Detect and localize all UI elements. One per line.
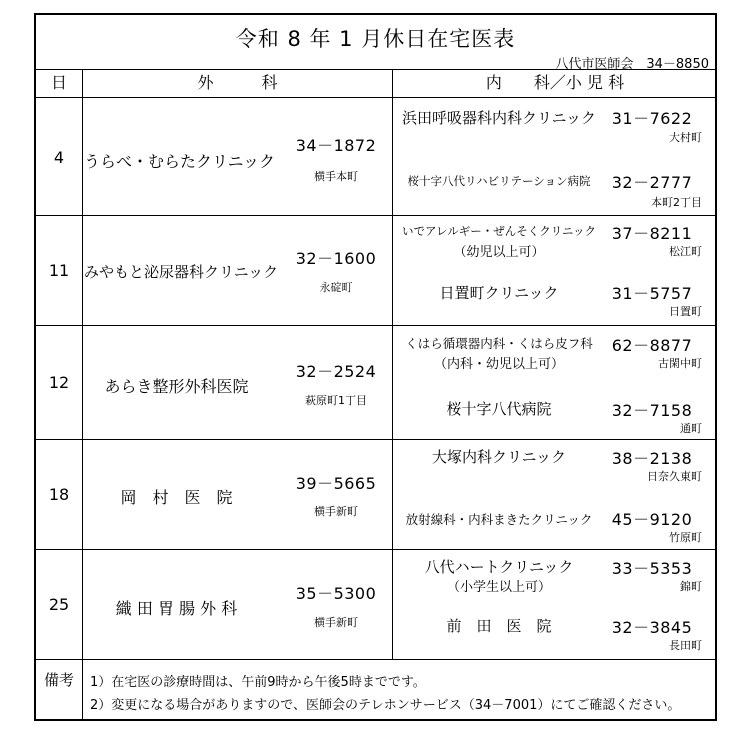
surgery-clinic-phone: 39－5665 — [295, 474, 377, 493]
page-title: 令和 8 年 1 月休日在宅医表 — [235, 27, 516, 51]
internal-clinic-phone: 62－8877 — [611, 336, 693, 355]
divider — [36, 215, 715, 216]
row-day: 12 — [48, 373, 70, 392]
internal-clinic-phone: 45－9120 — [611, 510, 693, 529]
internal-clinic-phone: 32－3845 — [611, 618, 693, 637]
internal-clinic-name: 放射線科・内科まきたクリニック — [405, 512, 593, 527]
divider — [36, 549, 715, 550]
internal-clinic-note: （内科・幼児以上可） — [433, 357, 564, 372]
surgery-clinic-address: 横手新町 — [314, 505, 358, 518]
internal-clinic-note: （幼児以上可） — [453, 245, 545, 260]
surgery-clinic-address: 萩原町1丁目 — [305, 394, 367, 407]
internal-clinic-address: 大村町 — [669, 131, 702, 144]
row-day: 18 — [48, 485, 70, 504]
internal-clinic-address: 古閑中町 — [658, 357, 702, 370]
internal-clinic-name: 桜十字八代病院 — [446, 400, 552, 418]
internal-clinic-address: 松江町 — [669, 245, 702, 258]
column-header-day: 日 — [50, 73, 67, 92]
internal-clinic-phone: 37－8211 — [611, 224, 693, 243]
surgery-clinic-address: 永碇町 — [319, 281, 353, 294]
divider — [36, 439, 715, 440]
internal-clinic-phone: 32－7158 — [611, 401, 693, 420]
internal-clinic-name: 八代ハートクリニック — [424, 558, 574, 576]
surgery-clinic-name: 岡 村 医 院 — [120, 488, 233, 507]
notes-label: 備考 — [43, 671, 74, 689]
surgery-clinic-name: みやもと泌尿器科クリニック — [84, 263, 279, 281]
divider — [36, 659, 715, 660]
internal-clinic-phone: 33－5353 — [611, 559, 693, 578]
column-header-surgery: 外 科 — [197, 73, 278, 92]
internal-clinic-address: 長田町 — [669, 639, 702, 652]
internal-clinic-note: （小学生以上可） — [446, 580, 551, 595]
surgery-clinic-name: 織 田 胃 腸 外 科 — [115, 599, 238, 618]
internal-clinic-address: 竹原町 — [669, 531, 702, 544]
surgery-clinic-address: 横手本町 — [314, 170, 358, 183]
internal-clinic-phone: 31－5757 — [611, 284, 693, 303]
surgery-clinic-address: 横手新町 — [314, 616, 358, 629]
column-header-internal: 内 科／小 児 科 — [485, 73, 625, 92]
internal-clinic-address: 本町2丁目 — [651, 196, 702, 209]
row-day: 4 — [53, 148, 65, 167]
internal-clinic-phone: 38－2138 — [611, 449, 693, 468]
internal-clinic-address: 錦町 — [680, 580, 702, 593]
divider — [36, 325, 715, 326]
internal-clinic-name: いでアレルギー・ぜんそくクリニック — [401, 224, 597, 238]
surgery-clinic-name: うらべ・むらたクリニック — [84, 152, 276, 171]
note-item: 2）変更になる場合がありますので、医師会のテレホンサービス（34－7001）にてご確認ください。 — [90, 698, 681, 713]
internal-clinic-name: 大塚内科クリニック — [431, 448, 567, 466]
medical-association-contact: 八代市医師会 34－8850 — [555, 57, 709, 72]
holiday-doctor-schedule — [34, 13, 717, 721]
internal-clinic-address: 日奈久東町 — [647, 470, 702, 483]
internal-clinic-phone: 31－7622 — [611, 109, 693, 128]
row-day: 11 — [48, 261, 70, 280]
note-item: 1）在宅医の診療時間は、午前9時から午後5時までです。 — [90, 675, 426, 690]
surgery-clinic-phone: 34－1872 — [295, 136, 377, 155]
internal-clinic-name: 前 田 医 院 — [446, 617, 552, 635]
internal-clinic-phone: 32－2777 — [611, 173, 693, 192]
surgery-clinic-phone: 32－1600 — [295, 249, 377, 268]
surgery-clinic-phone: 32－2524 — [295, 362, 377, 381]
internal-clinic-name: 浜田呼吸器科内科クリニック — [401, 109, 597, 127]
internal-clinic-address: 通町 — [680, 422, 702, 435]
surgery-clinic-phone: 35－5300 — [295, 584, 377, 603]
row-day: 25 — [48, 595, 70, 614]
surgery-clinic-name: あらき整形外科医院 — [104, 377, 249, 396]
internal-clinic-name: 桜十字八代リハビリテーション病院 — [407, 174, 591, 188]
internal-clinic-address: 日置町 — [669, 305, 702, 318]
divider — [82, 69, 83, 719]
internal-clinic-name: 日置町クリニック — [439, 284, 559, 302]
internal-clinic-name: くはら循環器内科・くはら皮フ科 — [405, 336, 593, 351]
divider — [36, 97, 715, 98]
